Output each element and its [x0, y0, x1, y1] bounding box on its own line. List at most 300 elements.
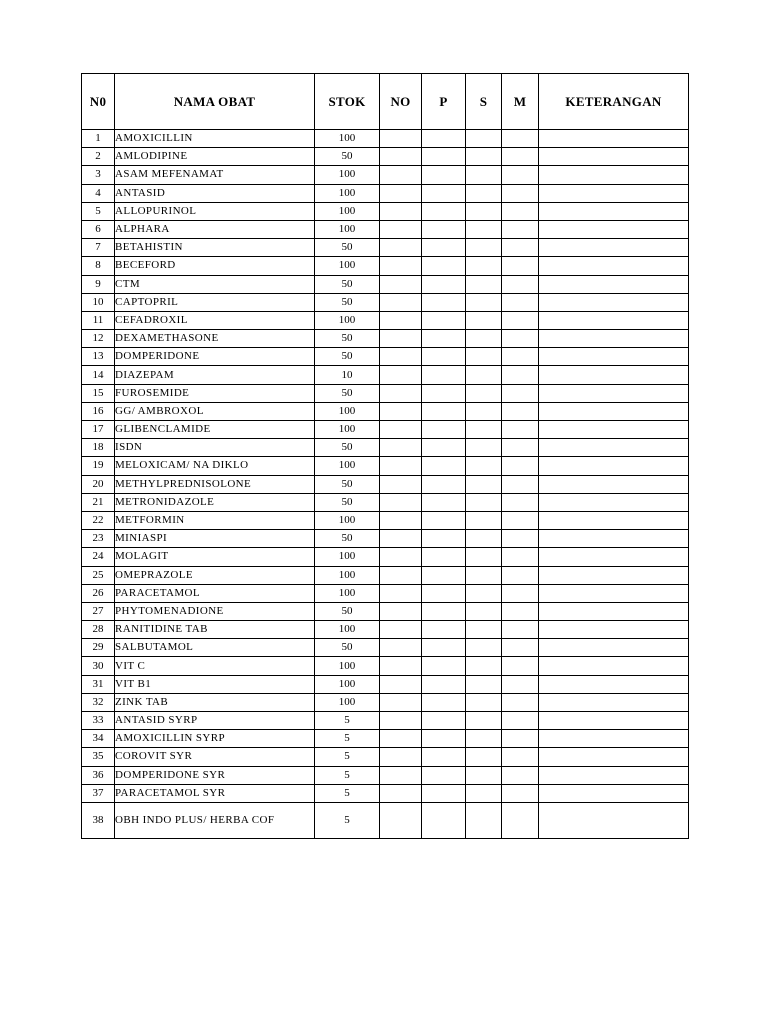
- s-cell: [466, 730, 502, 748]
- p-cell: [422, 311, 466, 329]
- stock-value: 10: [315, 366, 380, 384]
- table-row: [82, 402, 689, 420]
- s-cell: [466, 639, 502, 657]
- stock-value: 100: [315, 166, 380, 184]
- no-cell: [380, 366, 422, 384]
- p-cell: [422, 257, 466, 275]
- m-cell: [502, 693, 539, 711]
- p-cell: [422, 202, 466, 220]
- m-cell: [502, 311, 539, 329]
- table-row: [82, 602, 689, 620]
- no-cell: [380, 275, 422, 293]
- row-number: 10: [82, 293, 115, 311]
- stock-value: 50: [315, 275, 380, 293]
- keterangan-cell: [539, 421, 689, 439]
- keterangan-cell: [539, 748, 689, 766]
- stock-value: 50: [315, 639, 380, 657]
- stock-value: 100: [315, 548, 380, 566]
- s-cell: [466, 366, 502, 384]
- medicine-name: CTM: [115, 275, 315, 293]
- no-cell: [380, 311, 422, 329]
- no-cell: [380, 348, 422, 366]
- no-cell: [380, 802, 422, 838]
- p-cell: [422, 366, 466, 384]
- row-number: 2: [82, 148, 115, 166]
- m-cell: [502, 384, 539, 402]
- stock-value: 50: [315, 384, 380, 402]
- no-cell: [380, 693, 422, 711]
- no-cell: [380, 748, 422, 766]
- table-row: [82, 366, 689, 384]
- p-cell: [422, 384, 466, 402]
- row-number: 35: [82, 748, 115, 766]
- keterangan-cell: [539, 220, 689, 238]
- m-cell: [502, 130, 539, 148]
- row-number: 15: [82, 384, 115, 402]
- medicine-name: COROVIT SYR: [115, 748, 315, 766]
- medicine-name: ANTASID SYRP: [115, 712, 315, 730]
- s-cell: [466, 712, 502, 730]
- row-number: 32: [82, 693, 115, 711]
- s-cell: [466, 621, 502, 639]
- row-number: 28: [82, 621, 115, 639]
- no-cell: [380, 621, 422, 639]
- row-number: 21: [82, 493, 115, 511]
- row-number: 12: [82, 330, 115, 348]
- header-p: P: [422, 74, 466, 130]
- table-row: [82, 693, 689, 711]
- p-cell: [422, 220, 466, 238]
- table-row: [82, 330, 689, 348]
- medicine-name: GG/ AMBROXOL: [115, 402, 315, 420]
- p-cell: [422, 348, 466, 366]
- m-cell: [502, 439, 539, 457]
- s-cell: [466, 584, 502, 602]
- medicine-name: DOMPERIDONE: [115, 348, 315, 366]
- medicine-name: ISDN: [115, 439, 315, 457]
- table-row: [82, 530, 689, 548]
- medicine-name: DEXAMETHASONE: [115, 330, 315, 348]
- row-number: 30: [82, 657, 115, 675]
- table-row: [82, 475, 689, 493]
- m-cell: [502, 239, 539, 257]
- no-cell: [380, 293, 422, 311]
- p-cell: [422, 475, 466, 493]
- row-number: 34: [82, 730, 115, 748]
- medicine-stock-table: [81, 73, 689, 839]
- stock-value: 5: [315, 712, 380, 730]
- p-cell: [422, 439, 466, 457]
- p-cell: [422, 639, 466, 657]
- no-cell: [380, 148, 422, 166]
- s-cell: [466, 693, 502, 711]
- no-cell: [380, 421, 422, 439]
- row-number: 26: [82, 584, 115, 602]
- p-cell: [422, 275, 466, 293]
- m-cell: [502, 402, 539, 420]
- s-cell: [466, 257, 502, 275]
- no-cell: [380, 584, 422, 602]
- header-no: N0: [82, 74, 115, 130]
- stock-value: 100: [315, 421, 380, 439]
- keterangan-cell: [539, 802, 689, 838]
- no-cell: [380, 530, 422, 548]
- s-cell: [466, 566, 502, 584]
- p-cell: [422, 712, 466, 730]
- s-cell: [466, 421, 502, 439]
- m-cell: [502, 730, 539, 748]
- table-row: [82, 311, 689, 329]
- s-cell: [466, 348, 502, 366]
- p-cell: [422, 130, 466, 148]
- keterangan-cell: [539, 493, 689, 511]
- s-cell: [466, 784, 502, 802]
- p-cell: [422, 748, 466, 766]
- row-number: 31: [82, 675, 115, 693]
- m-cell: [502, 202, 539, 220]
- s-cell: [466, 511, 502, 529]
- header-keterangan: KETERANGAN: [539, 74, 689, 130]
- keterangan-cell: [539, 511, 689, 529]
- row-number: 7: [82, 239, 115, 257]
- table-row: [82, 802, 689, 838]
- s-cell: [466, 657, 502, 675]
- stock-value: 100: [315, 675, 380, 693]
- m-cell: [502, 148, 539, 166]
- medicine-name: MINIASPI: [115, 530, 315, 548]
- no-cell: [380, 384, 422, 402]
- m-cell: [502, 530, 539, 548]
- medicine-name: OBH INDO PLUS/ HERBA COF: [115, 802, 315, 838]
- table-row: [82, 548, 689, 566]
- s-cell: [466, 184, 502, 202]
- medicine-name: METHYLPREDNISOLONE: [115, 475, 315, 493]
- no-cell: [380, 548, 422, 566]
- keterangan-cell: [539, 275, 689, 293]
- table-row: [82, 457, 689, 475]
- stock-value: 100: [315, 202, 380, 220]
- stock-value: 50: [315, 530, 380, 548]
- table-row: [82, 784, 689, 802]
- table-row: [82, 712, 689, 730]
- medicine-name: BETAHISTIN: [115, 239, 315, 257]
- keterangan-cell: [539, 621, 689, 639]
- keterangan-cell: [539, 639, 689, 657]
- keterangan-cell: [539, 184, 689, 202]
- row-number: 18: [82, 439, 115, 457]
- medicine-name: ANTASID: [115, 184, 315, 202]
- m-cell: [502, 293, 539, 311]
- s-cell: [466, 202, 502, 220]
- keterangan-cell: [539, 657, 689, 675]
- medicine-name: RANITIDINE TAB: [115, 621, 315, 639]
- medicine-name: MOLAGIT: [115, 548, 315, 566]
- keterangan-cell: [539, 239, 689, 257]
- s-cell: [466, 530, 502, 548]
- row-number: 1: [82, 130, 115, 148]
- stock-value: 100: [315, 402, 380, 420]
- table-row: [82, 657, 689, 675]
- no-cell: [380, 202, 422, 220]
- medicine-name: GLIBENCLAMIDE: [115, 421, 315, 439]
- medicine-name: AMLODIPINE: [115, 148, 315, 166]
- medicine-name: CEFADROXIL: [115, 311, 315, 329]
- table-row: [82, 566, 689, 584]
- medicine-name: AMOXICILLIN SYRP: [115, 730, 315, 748]
- no-cell: [380, 639, 422, 657]
- table-row: [82, 730, 689, 748]
- stock-value: 100: [315, 693, 380, 711]
- keterangan-cell: [539, 730, 689, 748]
- p-cell: [422, 657, 466, 675]
- s-cell: [466, 439, 502, 457]
- stock-value: 100: [315, 184, 380, 202]
- stock-value: 100: [315, 257, 380, 275]
- table-row: [82, 184, 689, 202]
- p-cell: [422, 784, 466, 802]
- table-row: [82, 384, 689, 402]
- p-cell: [422, 493, 466, 511]
- s-cell: [466, 239, 502, 257]
- table-header-row: [82, 74, 689, 130]
- keterangan-cell: [539, 348, 689, 366]
- keterangan-cell: [539, 166, 689, 184]
- table-row: [82, 239, 689, 257]
- m-cell: [502, 184, 539, 202]
- p-cell: [422, 802, 466, 838]
- header-s: S: [466, 74, 502, 130]
- keterangan-cell: [539, 766, 689, 784]
- keterangan-cell: [539, 130, 689, 148]
- keterangan-cell: [539, 366, 689, 384]
- medicine-name: OMEPRAZOLE: [115, 566, 315, 584]
- medicine-name: DOMPERIDONE SYR: [115, 766, 315, 784]
- table-row: [82, 348, 689, 366]
- keterangan-cell: [539, 384, 689, 402]
- stock-value: 50: [315, 293, 380, 311]
- keterangan-cell: [539, 566, 689, 584]
- no-cell: [380, 730, 422, 748]
- keterangan-cell: [539, 293, 689, 311]
- row-number: 17: [82, 421, 115, 439]
- m-cell: [502, 748, 539, 766]
- stock-value: 100: [315, 657, 380, 675]
- m-cell: [502, 166, 539, 184]
- keterangan-cell: [539, 330, 689, 348]
- p-cell: [422, 421, 466, 439]
- table-row: [82, 202, 689, 220]
- s-cell: [466, 548, 502, 566]
- s-cell: [466, 330, 502, 348]
- m-cell: [502, 257, 539, 275]
- s-cell: [466, 311, 502, 329]
- m-cell: [502, 584, 539, 602]
- row-number: 20: [82, 475, 115, 493]
- stock-value: 50: [315, 475, 380, 493]
- p-cell: [422, 675, 466, 693]
- stock-value: 100: [315, 457, 380, 475]
- stock-value: 100: [315, 511, 380, 529]
- stock-value: 50: [315, 330, 380, 348]
- m-cell: [502, 421, 539, 439]
- p-cell: [422, 530, 466, 548]
- medicine-name: FUROSEMIDE: [115, 384, 315, 402]
- no-cell: [380, 511, 422, 529]
- s-cell: [466, 275, 502, 293]
- p-cell: [422, 402, 466, 420]
- stock-value: 100: [315, 311, 380, 329]
- s-cell: [466, 384, 502, 402]
- keterangan-cell: [539, 530, 689, 548]
- row-number: 11: [82, 311, 115, 329]
- medicine-name: VIT C: [115, 657, 315, 675]
- medicine-name: AMOXICILLIN: [115, 130, 315, 148]
- m-cell: [502, 220, 539, 238]
- table-row: [82, 748, 689, 766]
- stock-value: 5: [315, 802, 380, 838]
- keterangan-cell: [539, 257, 689, 275]
- keterangan-cell: [539, 457, 689, 475]
- no-cell: [380, 257, 422, 275]
- m-cell: [502, 675, 539, 693]
- s-cell: [466, 166, 502, 184]
- p-cell: [422, 621, 466, 639]
- stock-value: 50: [315, 439, 380, 457]
- s-cell: [466, 675, 502, 693]
- no-cell: [380, 657, 422, 675]
- table-row: [82, 584, 689, 602]
- row-number: 5: [82, 202, 115, 220]
- row-number: 14: [82, 366, 115, 384]
- table-row: [82, 621, 689, 639]
- no-cell: [380, 402, 422, 420]
- m-cell: [502, 330, 539, 348]
- keterangan-cell: [539, 584, 689, 602]
- no-cell: [380, 457, 422, 475]
- s-cell: [466, 148, 502, 166]
- row-number: 16: [82, 402, 115, 420]
- no-cell: [380, 220, 422, 238]
- s-cell: [466, 748, 502, 766]
- row-number: 4: [82, 184, 115, 202]
- no-cell: [380, 766, 422, 784]
- medicine-name: ALLOPURINOL: [115, 202, 315, 220]
- table-row: [82, 675, 689, 693]
- stock-value: 5: [315, 748, 380, 766]
- p-cell: [422, 566, 466, 584]
- stock-value: 100: [315, 220, 380, 238]
- no-cell: [380, 130, 422, 148]
- no-cell: [380, 675, 422, 693]
- p-cell: [422, 184, 466, 202]
- p-cell: [422, 148, 466, 166]
- keterangan-cell: [539, 675, 689, 693]
- medicine-name: METFORMIN: [115, 511, 315, 529]
- p-cell: [422, 584, 466, 602]
- medicine-name: SALBUTAMOL: [115, 639, 315, 657]
- row-number: 37: [82, 784, 115, 802]
- s-cell: [466, 766, 502, 784]
- medicine-name: PARACETAMOL: [115, 584, 315, 602]
- m-cell: [502, 657, 539, 675]
- medicine-name: PHYTOMENADIONE: [115, 602, 315, 620]
- keterangan-cell: [539, 548, 689, 566]
- row-number: 19: [82, 457, 115, 475]
- m-cell: [502, 548, 539, 566]
- table-row: [82, 639, 689, 657]
- medicine-name: BECEFORD: [115, 257, 315, 275]
- m-cell: [502, 348, 539, 366]
- stock-value: 50: [315, 493, 380, 511]
- table-row: [82, 220, 689, 238]
- no-cell: [380, 439, 422, 457]
- header-no-check: NO: [380, 74, 422, 130]
- stock-value: 50: [315, 239, 380, 257]
- m-cell: [502, 457, 539, 475]
- medicine-name: DIAZEPAM: [115, 366, 315, 384]
- stock-value: 5: [315, 784, 380, 802]
- m-cell: [502, 602, 539, 620]
- table-row: [82, 493, 689, 511]
- stock-value: 100: [315, 584, 380, 602]
- row-number: 22: [82, 511, 115, 529]
- m-cell: [502, 566, 539, 584]
- table-row: [82, 511, 689, 529]
- keterangan-cell: [539, 402, 689, 420]
- s-cell: [466, 602, 502, 620]
- keterangan-cell: [539, 475, 689, 493]
- m-cell: [502, 802, 539, 838]
- row-number: 3: [82, 166, 115, 184]
- m-cell: [502, 493, 539, 511]
- row-number: 38: [82, 802, 115, 838]
- stock-value: 100: [315, 566, 380, 584]
- m-cell: [502, 621, 539, 639]
- medicine-name: VIT B1: [115, 675, 315, 693]
- stock-value: 50: [315, 148, 380, 166]
- header-nama-obat: NAMA OBAT: [115, 74, 315, 130]
- s-cell: [466, 130, 502, 148]
- no-cell: [380, 493, 422, 511]
- row-number: 6: [82, 220, 115, 238]
- keterangan-cell: [539, 784, 689, 802]
- m-cell: [502, 639, 539, 657]
- row-number: 27: [82, 602, 115, 620]
- p-cell: [422, 166, 466, 184]
- stock-value: 50: [315, 602, 380, 620]
- row-number: 29: [82, 639, 115, 657]
- p-cell: [422, 730, 466, 748]
- no-cell: [380, 166, 422, 184]
- stock-value: 5: [315, 766, 380, 784]
- stock-value: 100: [315, 130, 380, 148]
- keterangan-cell: [539, 712, 689, 730]
- keterangan-cell: [539, 311, 689, 329]
- p-cell: [422, 766, 466, 784]
- row-number: 25: [82, 566, 115, 584]
- m-cell: [502, 766, 539, 784]
- s-cell: [466, 493, 502, 511]
- medicine-name: METRONIDAZOLE: [115, 493, 315, 511]
- medicine-name: ALPHARA: [115, 220, 315, 238]
- medicine-name: PARACETAMOL SYR: [115, 784, 315, 802]
- header-stok: STOK: [315, 74, 380, 130]
- table-row: [82, 766, 689, 784]
- stock-value: 100: [315, 621, 380, 639]
- no-cell: [380, 475, 422, 493]
- keterangan-cell: [539, 693, 689, 711]
- s-cell: [466, 402, 502, 420]
